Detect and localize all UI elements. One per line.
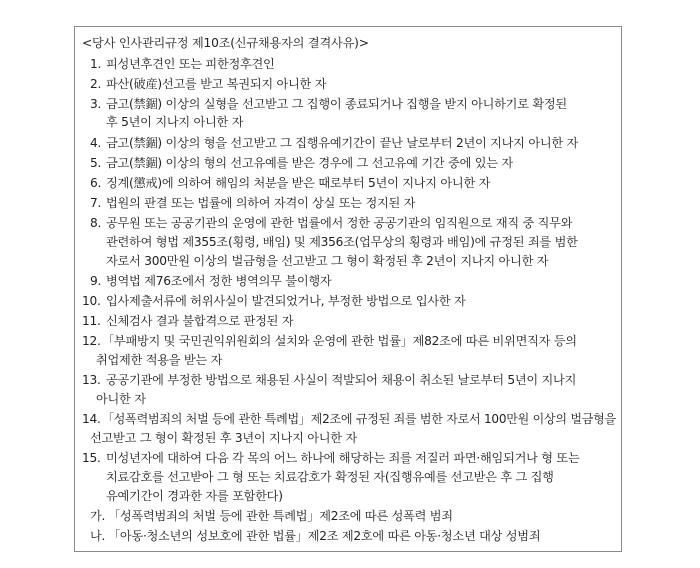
item-number: 8. [90,216,102,230]
item-number: 7. [90,196,102,210]
item-text-continued: 자로서 300만원 이상의 벌금형을 선고받고 그 형이 확정된 후 2년이 지나지 아니한 자 [106,254,549,268]
item-text-continued: 치료감호를 선고받아 그 형 또는 치료감호가 확정된 자(집행유예를 선고받은 후 그 집행 [106,470,554,484]
item-text: 금고(禁錮) 이상의 형의 선고유예를 받은 경우에 그 선고유예 기간 중에 있는 자 [106,156,513,170]
item-text: 금고(禁錮) 이상의 형을 선고받고 그 집행유예기간이 끝난 날로부터 2년이 지나지 아니한 자 [106,136,579,150]
item-text: 「성폭력범죄의 처벌 등에 관한 특례법」제2조에 규정된 죄를 범한 자로서 100만원 이상의 벌금형을 [102,412,616,426]
document-title: <당사 인사관리규정 제10조(신규채용자의 결격사유)> [82,36,369,50]
item-text: 징계(懲戒)에 의하여 해임의 처분을 받은 때로부터 5년이 지나지 아니한 자 [106,176,491,190]
item-text: 법원의 판결 또는 법률에 의하여 자격이 상실 또는 정지된 자 [106,196,416,210]
item-number: 9. [90,274,102,288]
item-text: 피성년후견인 또는 피한정후견인 [106,57,275,71]
item-number: 3. [90,97,102,111]
item-text: 병역법 제76조에서 정한 병역의무 불이행자 [106,274,332,288]
item-number: 12. [82,334,101,348]
item-number: 10. [82,294,101,308]
subitem-text: 「성폭력범죄의 처벌 등에 관한 특례법」제2조에 따른 성폭력 범죄 [108,509,453,523]
item-text-continued: 유예기간이 경과한 자를 포함한다) [106,489,283,503]
item-text: 입사제출서류에 허위사실이 발견되었거나, 부정한 방법으로 입사한 자 [106,294,466,308]
item-number: 5. [90,156,102,170]
subitem-text: 「아동·청소년의 성보호에 관한 법률」제2조 제2호에 따른 아동·청소년 대상 성범죄 [108,529,541,543]
item-number: 13. [82,373,101,387]
item-text: 금고(禁錮) 이상의 실형을 선고받고 그 집행이 종료되거나 집행을 받지 아니하기로 확정된 [106,97,567,111]
item-text-continued: 아니한 자 [96,392,146,406]
item-text: 미성년자에 대하여 다음 각 목의 어느 하나에 해당하는 죄를 저질러 파면·해임되거나 형 또는 [106,451,580,465]
item-text-continued: 관련하여 형법 제355조(횡령, 배임) 및 제356조(업무상의 횡령과 배임)에 규정된 죄를 범한 [106,235,578,249]
item-text: 파산(破産)선고를 받고 복권되지 아니한 자 [106,77,327,91]
item-number: 14. [82,412,101,426]
item-number: 1. [90,57,102,71]
item-text: 「부패방지 및 국민권익위원회의 설치와 운영에 관한 법률」제82조에 따른 비위면직자 등의 [102,334,577,348]
item-text-continued: 후 5년이 지나지 아니한 자 [106,115,244,129]
item-number: 6. [90,176,102,190]
item-text-continued: 취업제한 적용을 받는 자 [96,353,223,367]
item-text: 공공기관에 부정한 방법으로 채용된 사실이 적발되어 채용이 취소된 날로부터 5년이 지나지 [106,373,577,387]
item-number: 4. [90,136,102,150]
subitem-marker: 나. [90,529,106,543]
item-number: 15. [82,451,101,465]
item-text: 공무원 또는 공공기관의 운영에 관한 법률에서 정한 공공기관의 임직원으로 재직 중 직무와 [106,216,573,230]
subitem-marker: 가. [90,509,106,523]
item-number: 2. [90,77,102,91]
item-text: 신체검사 결과 불합격으로 판정된 자 [106,314,294,328]
item-number: 11. [82,314,101,328]
item-text-continued: 선고받고 그 형이 확정된 후 3년이 지나지 아니한 자 [90,431,357,445]
